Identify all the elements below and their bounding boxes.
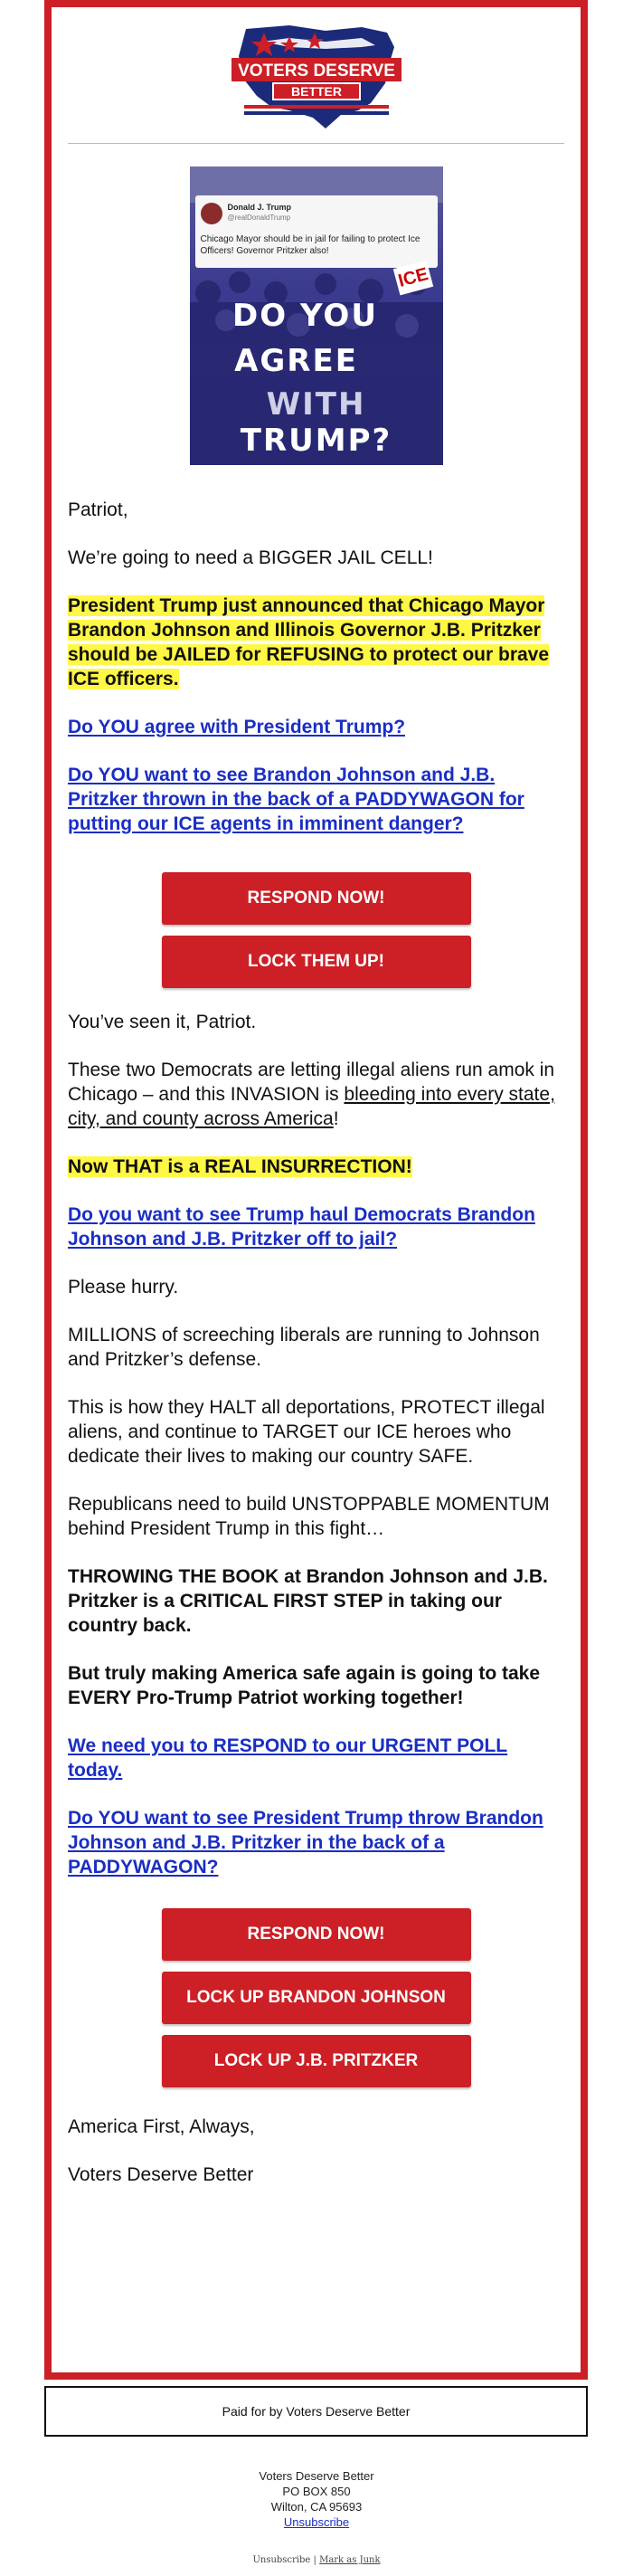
paddywagon-link-2[interactable]: Do YOU want to see President Trump throw Brandon Johnson and J.B. Pritzker in the back of a PADDYWAGON? — [68, 1808, 543, 1877]
paragraph-11-bold: But truly making America safe again is going to take EVERY Pro-Trump Patriot working together! — [68, 1663, 541, 1708]
footer — [0, 2468, 633, 2530]
mark-as-junk-link[interactable]: Mark as Junk — [319, 2555, 381, 2565]
hero-line1: DO YOU — [232, 298, 378, 334]
respond-now-button-2[interactable]: RESPOND NOW! — [162, 1908, 471, 1961]
paddywagon-link[interactable]: Do YOU want to see Brandon Johnson and J.B. Pritzker thrown in the back of a PADDYWAGON for putting our ICE agents in imminent danger? — [68, 765, 524, 834]
hero-line3 — [190, 386, 443, 459]
haul-to-jail-link[interactable]: Do you want to see Trump haul Democrats Brandon Johnson and J.B. Pritzker off to jail? — [68, 1204, 535, 1250]
signoff-2: Voters Deserve Better — [68, 2164, 254, 2185]
tweet-name: Donald J. Trump — [227, 203, 292, 212]
footer-org: Voters Deserve Better — [259, 2469, 374, 2483]
logo-line1: VOTERS DESERVE — [237, 62, 395, 81]
lock-up-pritzker-button[interactable]: LOCK UP J.B. PRITZKER — [162, 2035, 471, 2087]
avatar — [201, 203, 222, 224]
paragraph-9: Republicans need to build UNSTOPPABLE MOMENTUM behind President Trump in this fight… — [68, 1494, 550, 1539]
bottom-unsubscribe-bar — [0, 2555, 633, 2565]
bottom-unsubscribe-link[interactable]: Unsubscribe — [252, 2555, 311, 2565]
voters-deserve-better-logo[interactable] — [226, 20, 407, 134]
footer-unsubscribe-link[interactable]: Unsubscribe — [283, 2515, 350, 2529]
greeting: Patriot, — [68, 499, 128, 520]
lock-them-up-button[interactable]: LOCK THEM UP! — [162, 936, 471, 988]
paragraph-4-text: These two Democrats are letting illegal aliens run amok in Chicago – and this INVASION is — [68, 1060, 555, 1105]
paragraph-8: This is how they HALT all deportations, PROTECT illegal aliens, and continue to TARGET our ICE heroes who dedicate their lives to making our country SAFE. — [68, 1397, 545, 1467]
signoff-1: America First, Always, — [68, 2116, 255, 2137]
paragraph-7: MILLIONS of screeching liberals are running to Johnson and Pritzker’s defense. — [68, 1325, 540, 1370]
logo-line2: BETTER — [290, 84, 342, 99]
paragraph-2 — [68, 594, 564, 691]
header-divider — [68, 143, 564, 144]
paragraph-4 — [68, 1058, 564, 1131]
paragraph-3: You’ve seen it, Patriot. — [68, 1012, 257, 1032]
urgent-poll-link[interactable]: We need you to RESPOND to our URGENT POLL today. — [68, 1735, 508, 1781]
insurrection-highlight: Now THAT is a REAL INSURRECTION! — [68, 1156, 412, 1177]
paragraph-10-bold: THROWING THE BOOK at Brandon Johnson and J.B. Pritzker is a CRITICAL FIRST STEP in taking our country back. — [68, 1566, 548, 1636]
hero-line2: AGREE — [234, 343, 358, 379]
paid-for-disclaimer: Paid for by Voters Deserve Better — [44, 2386, 588, 2437]
respond-now-button[interactable]: RESPOND NOW! — [162, 872, 471, 925]
paragraph-11 — [68, 1661, 564, 1710]
hero-line3a: WITH — [266, 386, 366, 423]
paragraph-10 — [68, 1564, 564, 1638]
paragraph-6: Please hurry. — [68, 1277, 179, 1298]
separator: | — [313, 2555, 316, 2565]
hero-image[interactable] — [190, 166, 443, 465]
paragraph-5 — [68, 1155, 564, 1179]
ice-sign: ICE — [392, 261, 432, 296]
paragraph-4-end: ! — [333, 1108, 339, 1129]
agree-link[interactable]: Do YOU agree with President Trump? — [68, 717, 406, 737]
lock-up-johnson-button[interactable]: LOCK UP BRANDON JOHNSON — [162, 1972, 471, 2024]
tweet-text: Chicago Mayor should be in jail for failing to protect Ice Officers! Governor Pritzker also! — [200, 234, 420, 256]
highlight-text: President Trump just announced that Chicago Mayor Brandon Johnson and Illinois Governor J.B. Pritzker should be JAILED for REFUSING to protect our brave ICE officers. — [68, 595, 550, 689]
paragraph-4-underlined: bleeding into every state, city, and county across America — [68, 1084, 555, 1129]
footer-address-1: PO BOX 850 — [282, 2485, 351, 2498]
tweet-card — [195, 195, 438, 268]
tweet-handle: @realDonaldTrump — [227, 214, 291, 222]
hero-line3b: TRUMP? — [240, 423, 392, 459]
email-frame — [44, 0, 588, 2380]
paragraph-1: We’re going to need a BIGGER JAIL CELL! — [68, 547, 433, 568]
footer-address-2: Wilton, CA 95693 — [270, 2500, 363, 2514]
